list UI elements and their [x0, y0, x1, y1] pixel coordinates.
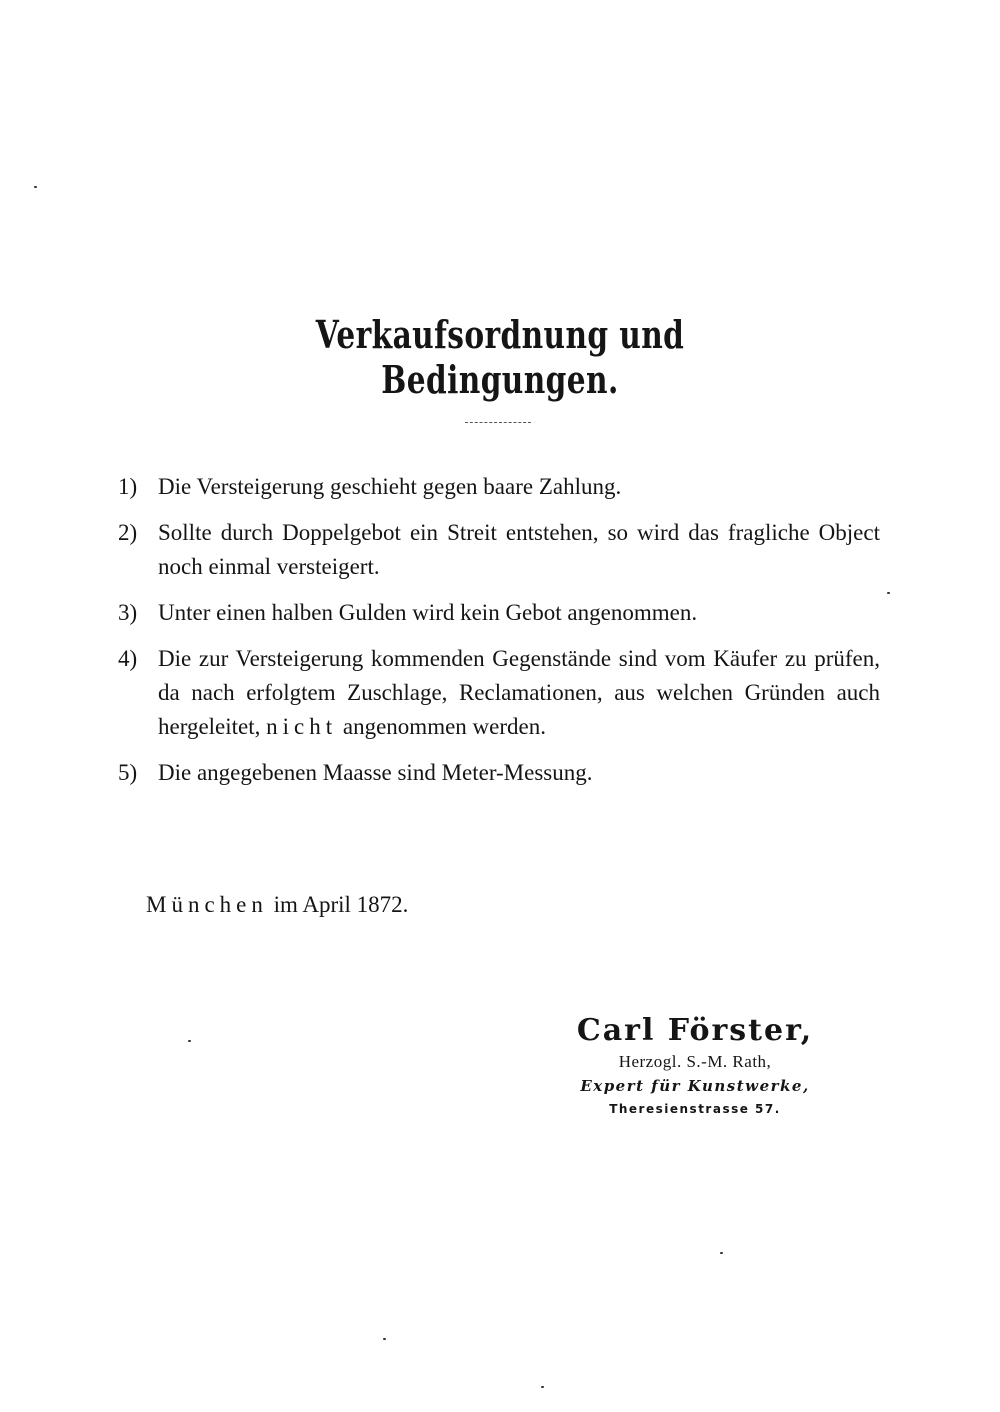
place: München — [146, 892, 268, 917]
paper-speck — [720, 1252, 723, 1254]
condition-item — [110, 642, 880, 744]
paper-speck — [887, 592, 890, 594]
date: im April 1872. — [273, 892, 409, 917]
condition-text: Die Versteigerung geschieht gegen baare Zahlung. — [158, 474, 622, 499]
condition-text: Sollte durch Doppelgebot ein Streit entstehen, so wird das fragliche Object noch einmal versteigert. — [158, 520, 880, 579]
condition-number: 1) — [118, 474, 138, 499]
condition-text: angenommen werden. — [342, 714, 546, 739]
title-divider — [465, 422, 531, 423]
condition-number: 5) — [118, 760, 138, 785]
place-date-line — [146, 888, 408, 922]
paper-speck — [34, 186, 37, 188]
condition-text: Die angegebenen Maasse sind Meter-Messung. — [158, 760, 593, 785]
condition-text: Die zur Versteigerung kommenden Gegenstände sind vom Käufer zu prüfen, da nach erfolgtem Zuschlage, Reclamationen, aus welchen Gründen auch hergeleitet, — [158, 646, 880, 739]
signature-address: Theresienstrasse 57. — [609, 1102, 781, 1116]
condition-number: 2) — [118, 520, 138, 545]
condition-item — [110, 470, 880, 504]
signature-title: Herzogl. S.-M. Rath, — [618, 1052, 772, 1071]
signature-profession: Expert für Kunstwerke, — [580, 1077, 810, 1095]
condition-item — [110, 516, 880, 584]
condition-number: 3) — [118, 600, 138, 625]
conditions-list — [110, 470, 880, 802]
paper-speck — [383, 1338, 386, 1340]
condition-item — [110, 596, 880, 630]
condition-number: 4) — [118, 646, 138, 671]
signature-name: Carl Förster, — [576, 1013, 814, 1048]
document-title: Verkaufsordnung und Bedingungen. — [315, 312, 685, 402]
signature-block — [520, 1012, 870, 1120]
condition-emphasis: nicht — [266, 714, 338, 739]
condition-text: Unter einen halben Gulden wird kein Gebot angenommen. — [158, 600, 698, 625]
paper-speck — [188, 1040, 191, 1042]
condition-item — [110, 756, 880, 790]
paper-speck — [541, 1386, 544, 1388]
